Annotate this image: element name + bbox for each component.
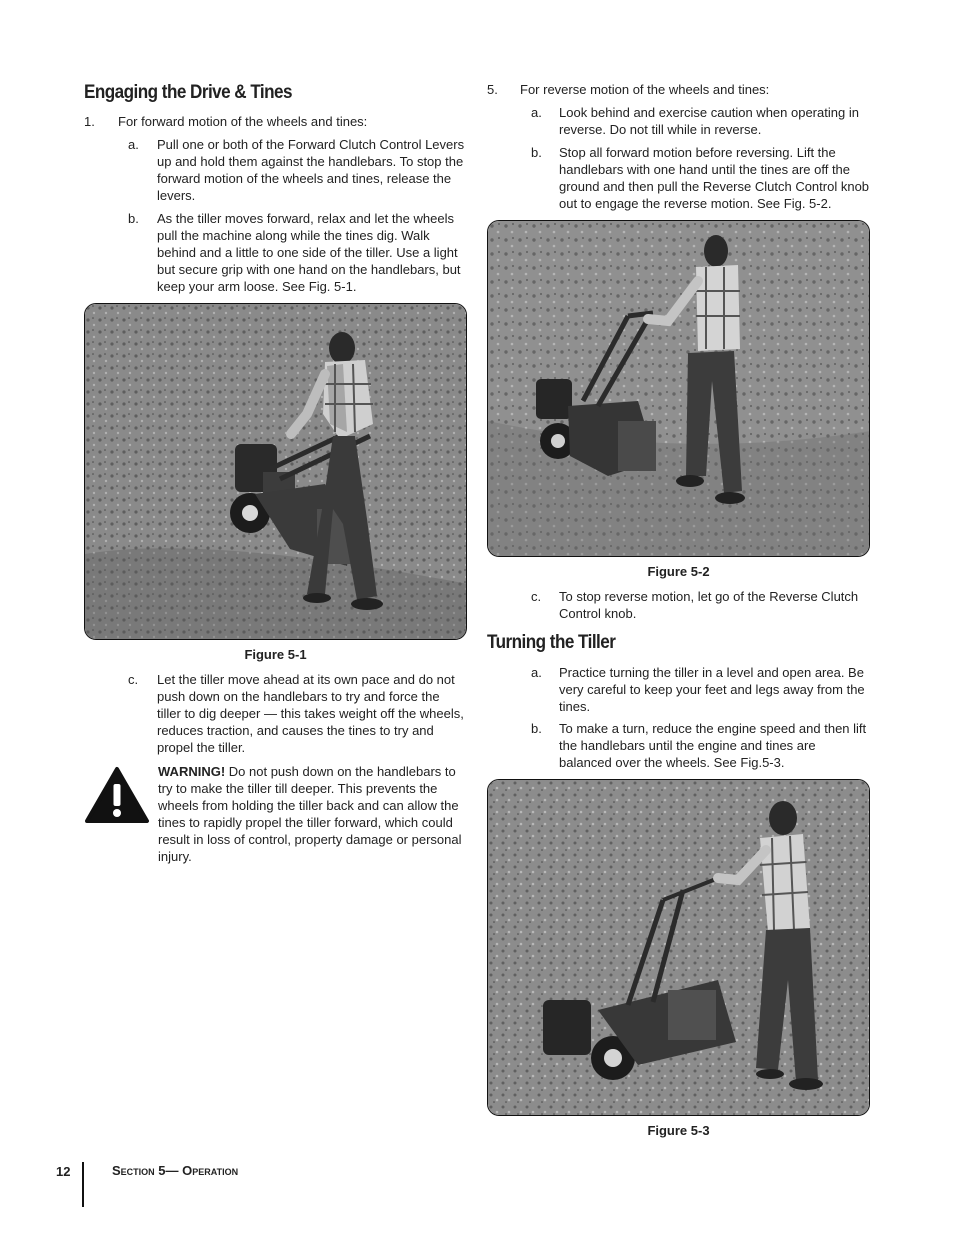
- list-number-1: 1.: [84, 114, 95, 129]
- paragraph-turning-a: Practice turning the tiller in a level and open area. Be very careful to keep your feet and legs away from the tines.: [559, 665, 865, 714]
- list-number-5: 5.: [487, 82, 498, 97]
- figure-5-2-photo: [487, 220, 870, 557]
- sublist-letter-b: b.: [128, 211, 139, 226]
- warning-paragraph: [158, 763, 466, 865]
- paragraph-reverse-c: To stop reverse motion, let go of the Reverse Clutch Control knob.: [559, 589, 859, 621]
- heading-engaging-drive: Engaging the Drive & Tines: [84, 82, 292, 103]
- figure-5-2-caption: Figure 5-2: [647, 564, 710, 579]
- paragraph-forward-b: As the tiller moves forward, relax and let the wheels pull the machine along while the tines dig. Walk behind and a little to one side of the tiller. Use a light but secure grip with one hand on the handlebars, but keep your arm loose. See Fig. 5-1.: [157, 211, 461, 294]
- warning-label: WARNING!: [158, 764, 226, 779]
- paragraph-turning-b: To make a turn, reduce the engine speed and then lift the handlebars until the engine and tines are balanced over the wheels. See Fig.5-3.: [559, 721, 867, 770]
- warning-triangle-icon: [84, 766, 150, 824]
- figure-5-3-caption: Figure 5-3: [647, 1123, 710, 1138]
- sublist-letter-c-reverse: c.: [531, 589, 542, 604]
- figure-5-3-photo: [487, 779, 870, 1116]
- warning-text: Do not push down on the handlebars to try to make the tiller till deeper. This prevents the wheels from holding the tiller back and can allow the tines to rapidly propel the tiller forward, which could result in loss of control, property damage or personal injury.: [158, 764, 462, 864]
- sublist-letter-c: c.: [128, 672, 139, 687]
- figure-5-1-caption: Figure 5-1: [244, 647, 307, 662]
- section-label: Section 5— Operation: [112, 1163, 239, 1178]
- heading-turning-tiller: Turning the Tiller: [487, 632, 616, 653]
- sublist-letter-b-turning: b.: [531, 721, 542, 736]
- sublist-letter-a: a.: [128, 137, 139, 152]
- list-item-forward-motion: For forward motion of the wheels and tines:: [118, 114, 368, 129]
- figure-5-1-photo: [84, 303, 467, 640]
- list-item-reverse-motion: For reverse motion of the wheels and tines:: [520, 82, 770, 97]
- paragraph-reverse-b: Stop all forward motion before reversing. Lift the handlebars with one hand until the tines are off the ground and then pull the Reverse Clutch Control knob out to engage the reverse motion. See Fig. 5-2.: [559, 145, 870, 211]
- sublist-letter-a-reverse: a.: [531, 105, 542, 120]
- page-number: 12: [56, 1164, 71, 1179]
- paragraph-forward-a: Pull one or both of the Forward Clutch Control Levers up and hold them against the handlebars. To stop the forward motion of the wheels and tines, release the levers.: [157, 137, 465, 203]
- sublist-letter-a-turning: a.: [531, 665, 542, 680]
- footer-divider: [82, 1162, 84, 1207]
- paragraph-forward-c: Let the tiller move ahead at its own pace and do not push down on the handlebars to try and force the tiller to dig deeper — this takes weight off the wheels, reduces traction, and causes the tines to try and propel the tiller.: [157, 672, 464, 755]
- sublist-letter-b-reverse: b.: [531, 145, 542, 160]
- paragraph-reverse-a: Look behind and exercise caution when operating in reverse. Do not till while in reverse.: [559, 105, 859, 137]
